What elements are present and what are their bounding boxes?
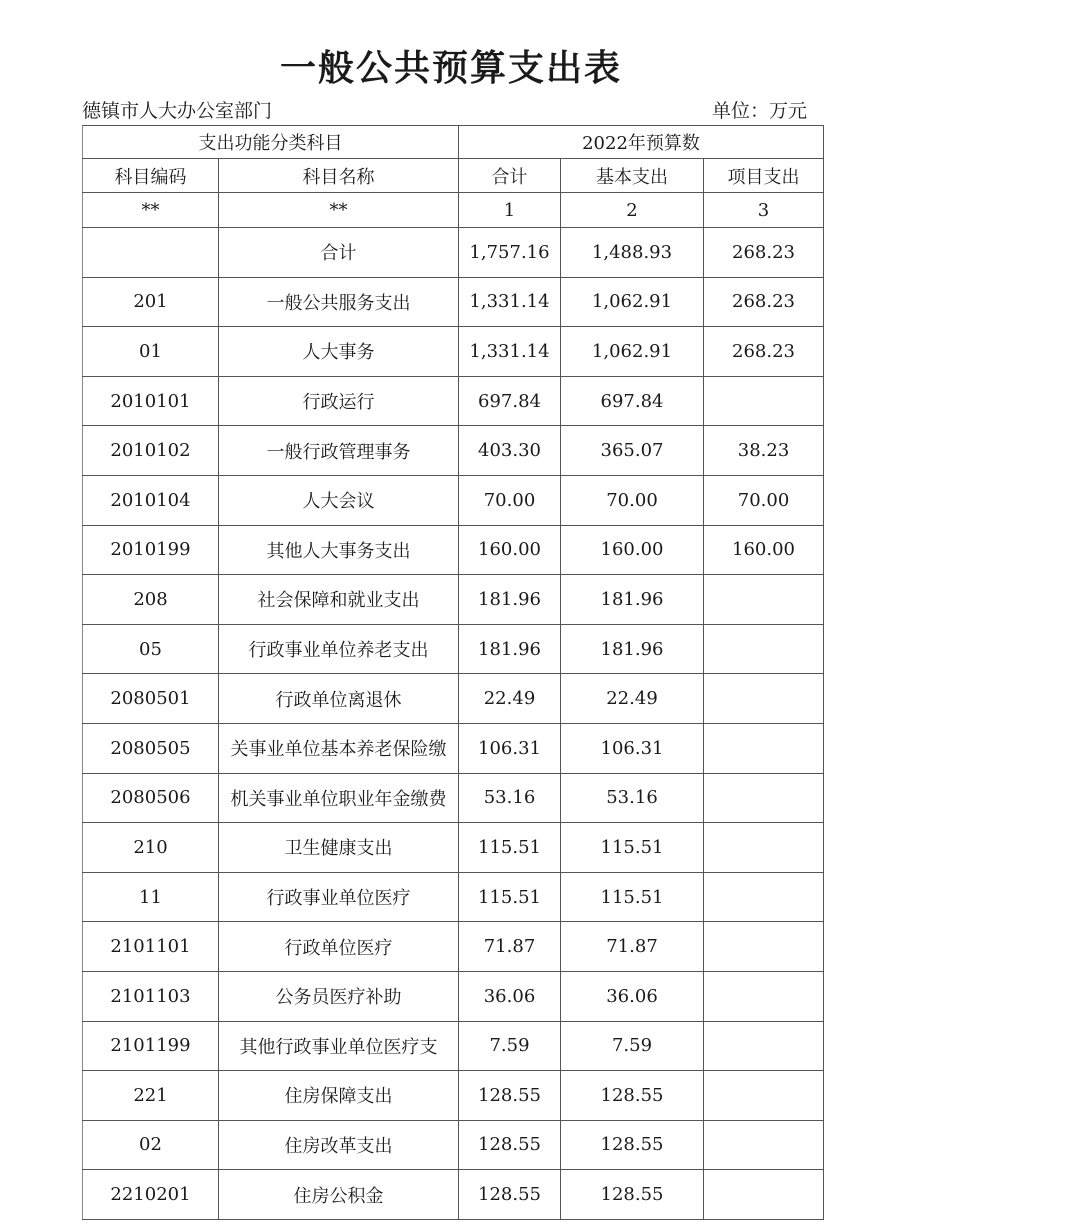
cell-code: 01 [83, 327, 219, 377]
cell-code: 2210201 [83, 1170, 219, 1220]
cell-total: 22.49 [459, 674, 561, 724]
cell-name: 关事业单位基本养老保险缴 [219, 723, 459, 773]
cell-name: 一般公共服务支出 [219, 277, 459, 327]
cell-basic: 70.00 [561, 475, 704, 525]
table-row [83, 823, 824, 873]
cell-code: 221 [83, 1071, 219, 1121]
header-column-row [83, 159, 824, 193]
cell-total: 115.51 [459, 823, 561, 873]
cell-project [704, 1170, 824, 1220]
cell-basic: 128.55 [561, 1170, 704, 1220]
table-row [83, 575, 824, 625]
cell-basic: 181.96 [561, 624, 704, 674]
cell-basic: 160.00 [561, 525, 704, 575]
table-row [83, 872, 824, 922]
cell-project [704, 624, 824, 674]
cell-basic: 115.51 [561, 823, 704, 873]
cell-name: 行政单位医疗 [219, 922, 459, 972]
cell-basic: 128.55 [561, 1120, 704, 1170]
cell-basic: 71.87 [561, 922, 704, 972]
cell-total: 1,331.14 [459, 277, 561, 327]
cell-code: 2010101 [83, 376, 219, 426]
table-row [83, 525, 824, 575]
cell-project [704, 723, 824, 773]
cell-project: 268.23 [704, 277, 824, 327]
cell-code: 2101103 [83, 971, 219, 1021]
index-basic: 2 [561, 193, 704, 228]
cell-basic: 7.59 [561, 1021, 704, 1071]
table-row [83, 327, 824, 377]
cell-name: 其他行政事业单位医疗支 [219, 1021, 459, 1071]
table-row [83, 674, 824, 724]
table-row [83, 475, 824, 525]
cell-project [704, 773, 824, 823]
cell-total: 71.87 [459, 922, 561, 972]
index-total: 1 [459, 193, 561, 228]
budget-table [82, 125, 824, 1220]
cell-name: 公务员医疗补助 [219, 971, 459, 1021]
cell-project: 70.00 [704, 475, 824, 525]
cell-project [704, 376, 824, 426]
header-group-row [83, 126, 824, 159]
cell-code: 11 [83, 872, 219, 922]
cell-name: 社会保障和就业支出 [219, 575, 459, 625]
cell-project [704, 971, 824, 1021]
header-function-category: 支出功能分类科目 [83, 126, 459, 159]
cell-code: 2010199 [83, 525, 219, 575]
index-name: ** [219, 193, 459, 228]
cell-project: 160.00 [704, 525, 824, 575]
page-title: 一般公共预算支出表 [280, 47, 623, 89]
cell-project [704, 872, 824, 922]
cell-code: 210 [83, 823, 219, 873]
cell-name: 人大事务 [219, 327, 459, 377]
index-code: ** [83, 193, 219, 228]
cell-basic: 36.06 [561, 971, 704, 1021]
cell-total: 697.84 [459, 376, 561, 426]
cell-basic: 365.07 [561, 426, 704, 476]
cell-code: 2010104 [83, 475, 219, 525]
cell-project: 268.23 [704, 327, 824, 377]
cell-name: 住房保障支出 [219, 1071, 459, 1121]
cell-project [704, 922, 824, 972]
cell-total: 128.55 [459, 1071, 561, 1121]
cell-code: 2080501 [83, 674, 219, 724]
cell-code [83, 228, 219, 278]
header-project: 项目支出 [704, 159, 824, 193]
cell-total: 1,331.14 [459, 327, 561, 377]
cell-code: 2101101 [83, 922, 219, 972]
cell-project [704, 1120, 824, 1170]
cell-total: 128.55 [459, 1120, 561, 1170]
cell-total: 181.96 [459, 624, 561, 674]
table-row [83, 971, 824, 1021]
cell-name: 其他人大事务支出 [219, 525, 459, 575]
cell-total: 36.06 [459, 971, 561, 1021]
cell-total: 403.30 [459, 426, 561, 476]
cell-code: 2101199 [83, 1021, 219, 1071]
cell-basic: 106.31 [561, 723, 704, 773]
cell-project [704, 823, 824, 873]
table-row [83, 376, 824, 426]
cell-total: 181.96 [459, 575, 561, 625]
department-label: 德镇市人大办公室部门 [82, 100, 273, 122]
header-index-row [83, 193, 824, 228]
cell-basic: 1,488.93 [561, 228, 704, 278]
cell-code: 2010102 [83, 426, 219, 476]
cell-code: 208 [83, 575, 219, 625]
index-project: 3 [704, 193, 824, 228]
cell-basic: 128.55 [561, 1071, 704, 1121]
cell-name: 住房公积金 [219, 1170, 459, 1220]
cell-basic: 22.49 [561, 674, 704, 724]
cell-name: 行政运行 [219, 376, 459, 426]
cell-code: 02 [83, 1120, 219, 1170]
cell-project [704, 575, 824, 625]
cell-name: 人大会议 [219, 475, 459, 525]
header-basic: 基本支出 [561, 159, 704, 193]
cell-code: 05 [83, 624, 219, 674]
cell-basic: 697.84 [561, 376, 704, 426]
table-row [83, 773, 824, 823]
cell-basic: 181.96 [561, 575, 704, 625]
cell-total: 7.59 [459, 1021, 561, 1071]
cell-basic: 115.51 [561, 872, 704, 922]
cell-code: 2080506 [83, 773, 219, 823]
cell-project: 268.23 [704, 228, 824, 278]
cell-basic: 1,062.91 [561, 277, 704, 327]
cell-total: 106.31 [459, 723, 561, 773]
unit-label: 单位：万元 [712, 100, 808, 122]
cell-basic: 1,062.91 [561, 327, 704, 377]
table-row [83, 1071, 824, 1121]
header-code: 科目编码 [83, 159, 219, 193]
header-name: 科目名称 [219, 159, 459, 193]
cell-name: 卫生健康支出 [219, 823, 459, 873]
cell-name: 住房改革支出 [219, 1120, 459, 1170]
table-row [83, 922, 824, 972]
table-row [83, 723, 824, 773]
cell-project: 38.23 [704, 426, 824, 476]
cell-total: 128.55 [459, 1170, 561, 1220]
table-row [83, 624, 824, 674]
table-row [83, 1120, 824, 1170]
header-total: 合计 [459, 159, 561, 193]
table-row [83, 426, 824, 476]
cell-project [704, 1021, 824, 1071]
cell-name: 行政单位离退休 [219, 674, 459, 724]
cell-project [704, 674, 824, 724]
header-budget-year: 2022年预算数 [459, 126, 824, 159]
cell-name: 一般行政管理事务 [219, 426, 459, 476]
table-row [83, 1170, 824, 1220]
table-row [83, 1021, 824, 1071]
cell-name: 合计 [219, 228, 459, 278]
cell-code: 201 [83, 277, 219, 327]
cell-name: 行政事业单位医疗 [219, 872, 459, 922]
cell-project [704, 1071, 824, 1121]
table-row [83, 228, 824, 278]
cell-total: 70.00 [459, 475, 561, 525]
cell-total: 160.00 [459, 525, 561, 575]
cell-name: 行政事业单位养老支出 [219, 624, 459, 674]
cell-basic: 53.16 [561, 773, 704, 823]
cell-code: 2080505 [83, 723, 219, 773]
cell-total: 115.51 [459, 872, 561, 922]
cell-total: 1,757.16 [459, 228, 561, 278]
cell-name: 机关事业单位职业年金缴费 [219, 773, 459, 823]
cell-total: 53.16 [459, 773, 561, 823]
table-row [83, 277, 824, 327]
